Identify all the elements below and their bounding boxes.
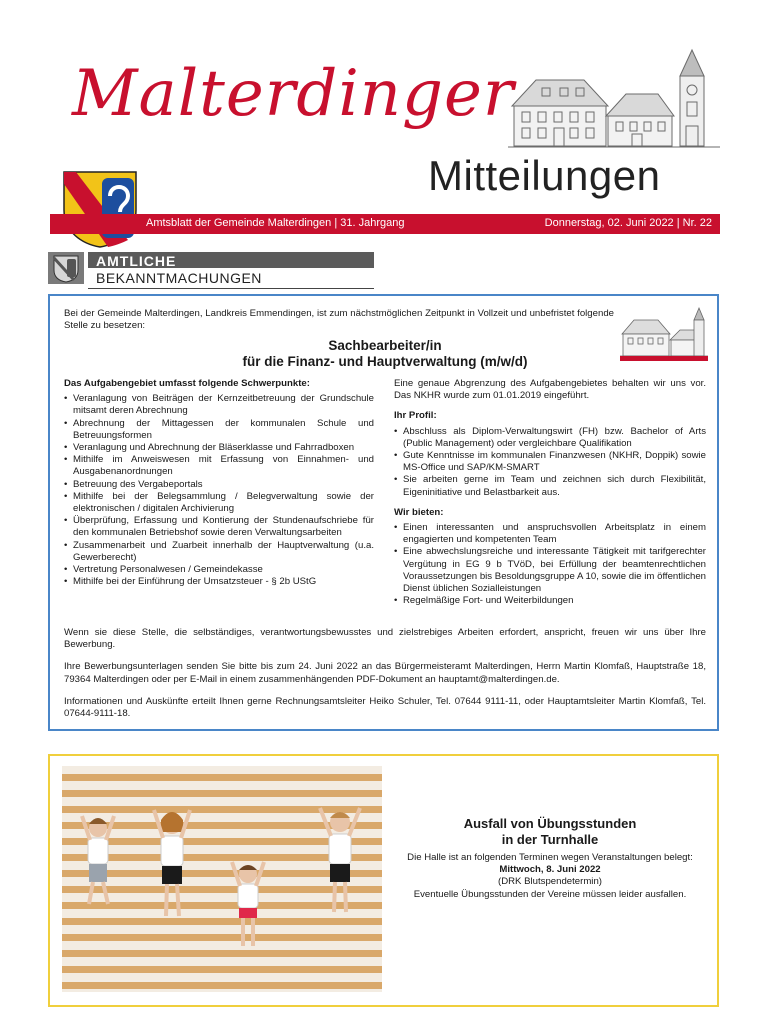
notice-event: (DRK Blutspendetermin) [498, 876, 602, 888]
application-paragraph: Ihre Bewerbungsunterlagen senden Sie bitte bis zum 24. Juni 2022 an das Bürgermeisteramt Malterdingen, Herrn Martin Klomfaß, Hauptstraße 18, 79364 Malterdingen oder per E-Mail in einem zusammenhängenden PDF-Dokument an hauptamt@malterdingen.de. [64, 661, 706, 685]
list-item: • Sie arbeiten gerne im Team und zeichnen sich durch Flexibilität, Eigeninitiative und Belastbarkeit aus. [394, 474, 706, 498]
list-item: • Überprüfung, Erfassung und Kontierung der Stundenaufschriebe für den kommunalen Betriebshof sowie deren Verwaltungsarbeiten [64, 515, 374, 539]
offer-list [394, 522, 706, 607]
issue-date: Donnerstag, 02. Juni 2022 | Nr. 22 [544, 217, 712, 229]
section-subtitle: BEKANNTMACHUNGEN [96, 270, 262, 286]
notice-title-line2: in der Turnhalle [501, 832, 599, 847]
offer-heading: Wir bieten: [394, 506, 444, 518]
contact-paragraph: Informationen und Auskünfte erteilt Ihnen gerne Rechnungsamtsleiter Heiko Schuler, Tel. 07644 9111-11, oder Hauptamtsleiter Martin Klomfaß, Tel. 07644-9111-18. [64, 695, 706, 720]
tasks-list [64, 393, 374, 588]
job-title [64, 338, 706, 370]
section-crest-icon [48, 252, 84, 284]
section-divider [88, 288, 374, 289]
job-intro: Bei der Gemeinde Malterdingen, Landkreis Emmendingen, ist zum nächstmöglichen Zeitpunkt in Vollzeit und unbefristet folgende Stelle zu besetzen: [64, 308, 614, 332]
application-info [64, 627, 706, 730]
application-paragraph: Wenn sie diese Stelle, die selbständiges, verantwortungsbewusstes und zielstrebiges Arbeiten erfordert, anspricht, freuen wir uns über Ihre Bewerbung. [64, 627, 706, 651]
list-item: • Gute Kenntnisse im kommunalen Finanzwesen (NKHR, Doppik) sowie MS-Office und SAP/KM-SMART [394, 450, 706, 474]
section-title: AMTLICHE [96, 253, 177, 269]
notice-title [394, 816, 706, 848]
notice-footer: Eventuelle Übungsstunden der Vereine müssen leider ausfallen. [413, 888, 687, 900]
profile-heading: Ihr Profil: [394, 410, 437, 422]
list-item: • Veranlagung und Abrechnung der Bläserklasse und Fahrradboxen [64, 442, 374, 454]
notice-date: Mittwoch, 8. Juni 2022 [499, 864, 601, 876]
list-item: • Abschluss als Diplom-Verwaltungswirt (FH) bzw. Bachelor of Arts (Public Management) oder vergleichbare Qualifikation [394, 426, 706, 450]
job-title-line2: für die Finanz- und Hauptverwaltung (m/w/d) [242, 354, 528, 369]
list-item: • Eine abwechslungsreiche und interessante Tätigkeit mit tarifgerechter Vergütung in EG 9 b TVöD, bei Erfüllung der beamtenrechtlichen Voraussetzungen bis Besoldungsgruppe A 10, sowie die im öffentlichen Dienst üblichen Sozialleistungen [394, 546, 706, 595]
notice-body [394, 852, 706, 901]
scope-note: Eine genaue Abgrenzung des Aufgabengebietes behalten wir uns vor. Das NKHR wurde zum 01.01.2019 eingeführt. [394, 378, 706, 402]
job-title-line1: Sachbearbeiter/in [328, 338, 442, 353]
profile-list [394, 426, 706, 499]
list-item: • Vertretung Personalwesen / Gemeindekasse [64, 564, 374, 576]
requirements-column [394, 378, 706, 607]
list-item: • Betreuung des Vergabeportals [64, 479, 374, 491]
list-item: • Abrechnung der Mittagessen der kommunalen Schule und Betreuungsformen [64, 418, 374, 442]
notice-text: Die Halle ist an folgenden Terminen wegen Veranstaltungen belegt: [407, 852, 693, 863]
list-item: • Regelmäßige Fort- und Weiterbildungen [394, 595, 706, 607]
list-item: • Einen interessanten und anspruchsvollen Arbeitsplatz in einem engagierten und kompetenten Team [394, 522, 706, 546]
issue-info: Amtsblatt der Gemeinde Malterdingen | 31. Jahrgang [146, 217, 405, 229]
tasks-heading: Das Aufgabengebiet umfasst folgende Schwerpunkte: [64, 378, 310, 389]
town-hall-illustration [508, 46, 720, 156]
municipal-crest-icon [62, 170, 138, 248]
list-item: • Mithilfe bei der Belegsammlung / Belegverwaltung sowie der elektronischen / digitalen Archivierung [64, 491, 374, 515]
tasks-column [64, 378, 374, 588]
masthead-info-bar [50, 214, 720, 234]
children-wall-bars-photo [62, 766, 382, 992]
list-item: • Mithilfe im Anweiswesen mit Erfassung von Einnahmen- und Ausgabenanordnungen [64, 454, 374, 478]
newspaper-brand: Malterdinger [72, 57, 515, 131]
list-item: • Zusammenarbeit und Zuarbeit innerhalb der Hauptverwaltung (u.a. Gewerberecht) [64, 540, 374, 564]
list-item: • Mithilfe bei der Einführung der Umsatzsteuer - § 2b UStG [64, 576, 374, 588]
newspaper-subtitle: Mitteilungen [428, 152, 661, 199]
list-item: • Veranlagung von Beiträgen der Kernzeitbetreuung der Grundschule mitsamt deren Abrechnung [64, 393, 374, 417]
notice-title-line1: Ausfall von Übungsstunden [463, 816, 637, 831]
